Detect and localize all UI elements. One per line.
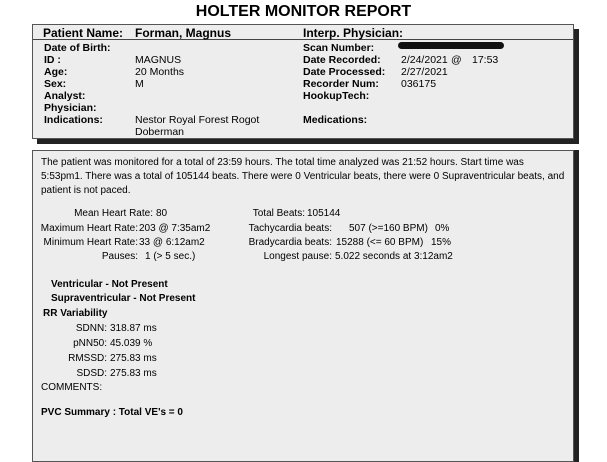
bradycardia-percent: 15%: [431, 237, 452, 248]
physician-label: Physician:: [44, 102, 97, 114]
interp-physician-label: Interp. Physician:: [303, 26, 404, 40]
hookup-tech-label: HookupTech:: [303, 90, 370, 102]
sex-value: M: [135, 78, 144, 90]
analyst-label: Analyst:: [44, 90, 86, 102]
summary-paragraph: The patient was monitored for a total of 23:59 hours. The total time analyzed was 21:52 hours. Start time was 5:53pm1. There was a total of 105144 beats. There were 0 Ventricular beats, there were 0 Supraventricular beats, and patient is not paced.: [41, 157, 565, 196]
tachycardia-label: Tachycardia beats:: [248, 223, 332, 234]
scan-number-label: Scan Number:: [303, 42, 375, 54]
pauses-label: Pauses:: [101, 251, 138, 262]
sdnn-label: SDNN:: [75, 323, 107, 334]
recorder-num-value: 036175: [401, 78, 437, 90]
age-label: Age:: [44, 66, 68, 78]
sdsd-value: 275.83 ms: [110, 368, 157, 379]
tachycardia-percent: 0%: [435, 223, 450, 234]
recorder-num-label: Recorder Num:: [303, 78, 379, 90]
date-recorded-label: Date Recorded:: [303, 54, 381, 66]
max-hr-label: Maximum Heart Rate:: [40, 223, 138, 234]
total-beats-label: Total Beats:: [252, 208, 305, 219]
id-value: MAGNUS: [135, 54, 182, 66]
report-title: HOLTER MONITOR REPORT: [195, 3, 412, 20]
longest-pause-value: 5.022 seconds at 3:12am2: [335, 251, 453, 262]
rmssd-value: 275.83 ms: [110, 353, 157, 364]
total-beats-value: 105144: [307, 208, 341, 219]
dob-label: Date of Birth:: [44, 42, 111, 54]
pnn50-value: 45.039 %: [110, 338, 153, 349]
bradycardia-label: Bradycardia beats:: [248, 237, 332, 248]
date-processed-label: Date Processed:: [303, 66, 386, 78]
pauses-value: 1 (> 5 sec.): [145, 251, 196, 262]
id-label: ID :: [44, 54, 61, 66]
indications-line-1: Nestor Royal Forest Rogot: [135, 114, 260, 126]
medications-label: Medications:: [303, 114, 368, 126]
patient-name-label: Patient Name:: [43, 26, 124, 40]
bradycardia-value: 15288 (<= 60 BPM): [336, 237, 424, 248]
mean-hr-label: Mean Heart Rate:: [74, 208, 153, 219]
mean-hr-value: 80: [156, 208, 168, 219]
supraventricular-status: Supraventricular - Not Present: [51, 293, 196, 304]
sex-label: Sex:: [44, 78, 67, 90]
sdsd-label: SDSD:: [76, 368, 107, 379]
comments-label: COMMENTS:: [41, 382, 103, 393]
time-recorded-value: 17:53: [472, 54, 499, 66]
max-hr-value: 203 @ 7:35am2: [139, 223, 211, 234]
indications-label: Indications:: [44, 114, 103, 126]
sdnn-value: 318.87 ms: [110, 323, 157, 334]
ventricular-status: Ventricular - Not Present: [51, 279, 168, 290]
min-hr-label: Minimum Heart Rate:: [43, 237, 138, 248]
patient-name-value: Forman, Magnus: [135, 26, 232, 40]
age-value: 20 Months: [135, 66, 185, 78]
date-processed-value: 2/27/2021: [401, 66, 448, 78]
date-recorded-value: 2/24/2021: [401, 54, 448, 66]
redaction-mark: [398, 42, 504, 49]
indications-line-2: Doberman: [135, 126, 185, 138]
rmssd-label: RMSSD:: [68, 353, 107, 364]
rr-variability-title: RR Variability: [43, 308, 108, 319]
min-hr-value: 33 @ 6:12am2: [139, 237, 205, 248]
pvc-summary: PVC Summary : Total VE's = 0: [41, 407, 183, 418]
tachycardia-value: 507 (>=160 BPM): [349, 223, 428, 234]
summary-panel: [32, 150, 574, 462]
longest-pause-label: Longest pause:: [263, 251, 332, 262]
pnn50-label: pNN50:: [73, 338, 107, 349]
date-recorded-at: @: [451, 54, 462, 66]
